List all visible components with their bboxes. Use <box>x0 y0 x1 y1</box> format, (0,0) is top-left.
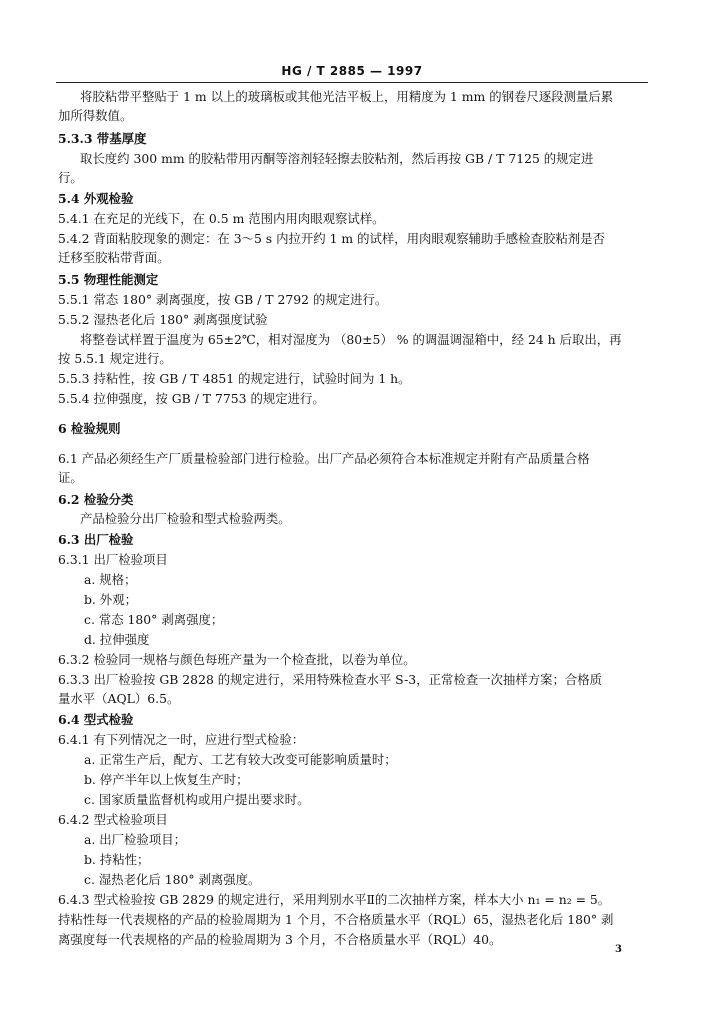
list-item: b. 持粘性； <box>84 852 150 867</box>
text-line: 持粘性每一代表规格的产品的检验周期为 1 个月，不合格质量水平（RQL）65，湿热老化后 180° 剥 <box>58 912 614 927</box>
list-item: a. 规格； <box>84 572 137 587</box>
list-item: c. 国家质量监督机构或用户提出要求时。 <box>84 792 310 807</box>
clause-heading: 5.3.3 带基厚度 <box>58 131 147 146</box>
text-line: 6.1 产品必须经生产厂质量检验部门进行检验。出厂产品必须符合本标准规定并附有产品质量合格 <box>58 451 590 466</box>
page-number: 3 <box>615 944 622 955</box>
list-item: a. 出厂检验项目； <box>84 832 186 847</box>
text-line: 离强度每一代表规格的产品的检验周期为 3 个月，不合格质量水平（RQL）40。 <box>58 932 502 947</box>
standard-header: HG / T 2885 — 1997 <box>281 64 423 78</box>
text-line: 5.4.1 在充足的光线下，在 0.5 m 范围内用肉眼观察试样。 <box>58 211 385 226</box>
text-line: 行。 <box>58 170 83 185</box>
text-line: 量水平（AQL）6.5。 <box>58 691 180 706</box>
text-line: 5.5.3 持粘性，按 GB / T 4851 的规定进行，试验时间为 1 h。 <box>58 371 411 386</box>
text-line: 迁移至胶粘带背面。 <box>58 250 170 265</box>
list-item: d. 拉伸强度 <box>84 632 150 647</box>
text-line: 将整卷试样置于温度为 65±2℃，相对湿度为 （80±5） % 的调温调湿箱中，经 24 h 后取出，再 <box>80 332 622 347</box>
list-item: c. 湿热老化后 180° 剥离强度。 <box>84 872 261 887</box>
text-line: 按 5.5.1 规定进行。 <box>58 351 172 366</box>
text-line: 6.3.3 出厂检验按 GB 2828 的规定进行，采用特殊检查水平 S-3，正常检查一次抽样方案；合格质 <box>58 672 603 687</box>
list-item: b. 停产半年以上恢复生产时； <box>84 772 249 787</box>
clause-heading: 5.4 外观检验 <box>58 191 134 206</box>
text-line: 5.5.4 拉伸强度，按 GB / T 7753 的规定进行。 <box>58 391 325 406</box>
text-line: 取长度约 300 mm 的胶粘带用丙酮等溶剂轻轻擦去胶粘剂，然后再按 GB / T 7125 的规定进 <box>80 151 594 166</box>
list-item: b. 外观； <box>84 592 137 607</box>
text-line: 6.4.3 型式检验按 GB 2829 的规定进行，采用判别水平Ⅱ的二次抽样方案，样本大小 n₁ = n₂ = 5。 <box>58 892 611 907</box>
text-line: 6.4.2 型式检验项目 <box>58 812 168 827</box>
text-line: 证。 <box>58 470 83 485</box>
text-line: 6.3.1 出厂检验项目 <box>58 552 168 567</box>
text-line: 6.3.2 检验同一规格与颜色每班产量为一个检查批，以卷为单位。 <box>58 652 416 667</box>
text-line: 将胶粘带平整贴于 1 m 以上的玻璃板或其他光洁平板上，用精度为 1 mm 的钢卷尺逐段测量后累 <box>80 89 614 104</box>
clause-heading: 6.2 检验分类 <box>58 492 134 507</box>
clause-heading: 5.5 物理性能测定 <box>58 272 159 287</box>
text-line: 5.4.2 背面粘胶现象的测定：在 3～5 s 内拉开约 1 m 的试样，用肉眼观察辅助手感检查胶粘剂是否 <box>58 231 605 246</box>
clause-heading: 6.3 出厂检验 <box>58 532 134 547</box>
text-line: 5.5.2 湿热老化后 180° 剥离强度试验 <box>58 312 268 327</box>
header-rule <box>56 82 648 83</box>
text-line: 5.5.1 常态 180° 剥离强度，按 GB / T 2792 的规定进行。 <box>58 292 388 307</box>
list-item: a. 正常生产后，配方、工艺有较大改变可能影响质量时； <box>84 752 397 767</box>
clause-heading: 6.4 型式检验 <box>58 712 134 727</box>
section-heading: 6 检验规则 <box>58 421 121 436</box>
text-line: 加所得数值。 <box>58 108 133 123</box>
text-line: 6.4.1 有下列情况之一时，应进行型式检验： <box>58 732 305 747</box>
text-line: 产品检验分出厂检验和型式检验两类。 <box>80 511 291 526</box>
list-item: c. 常态 180° 剥离强度； <box>84 612 224 627</box>
